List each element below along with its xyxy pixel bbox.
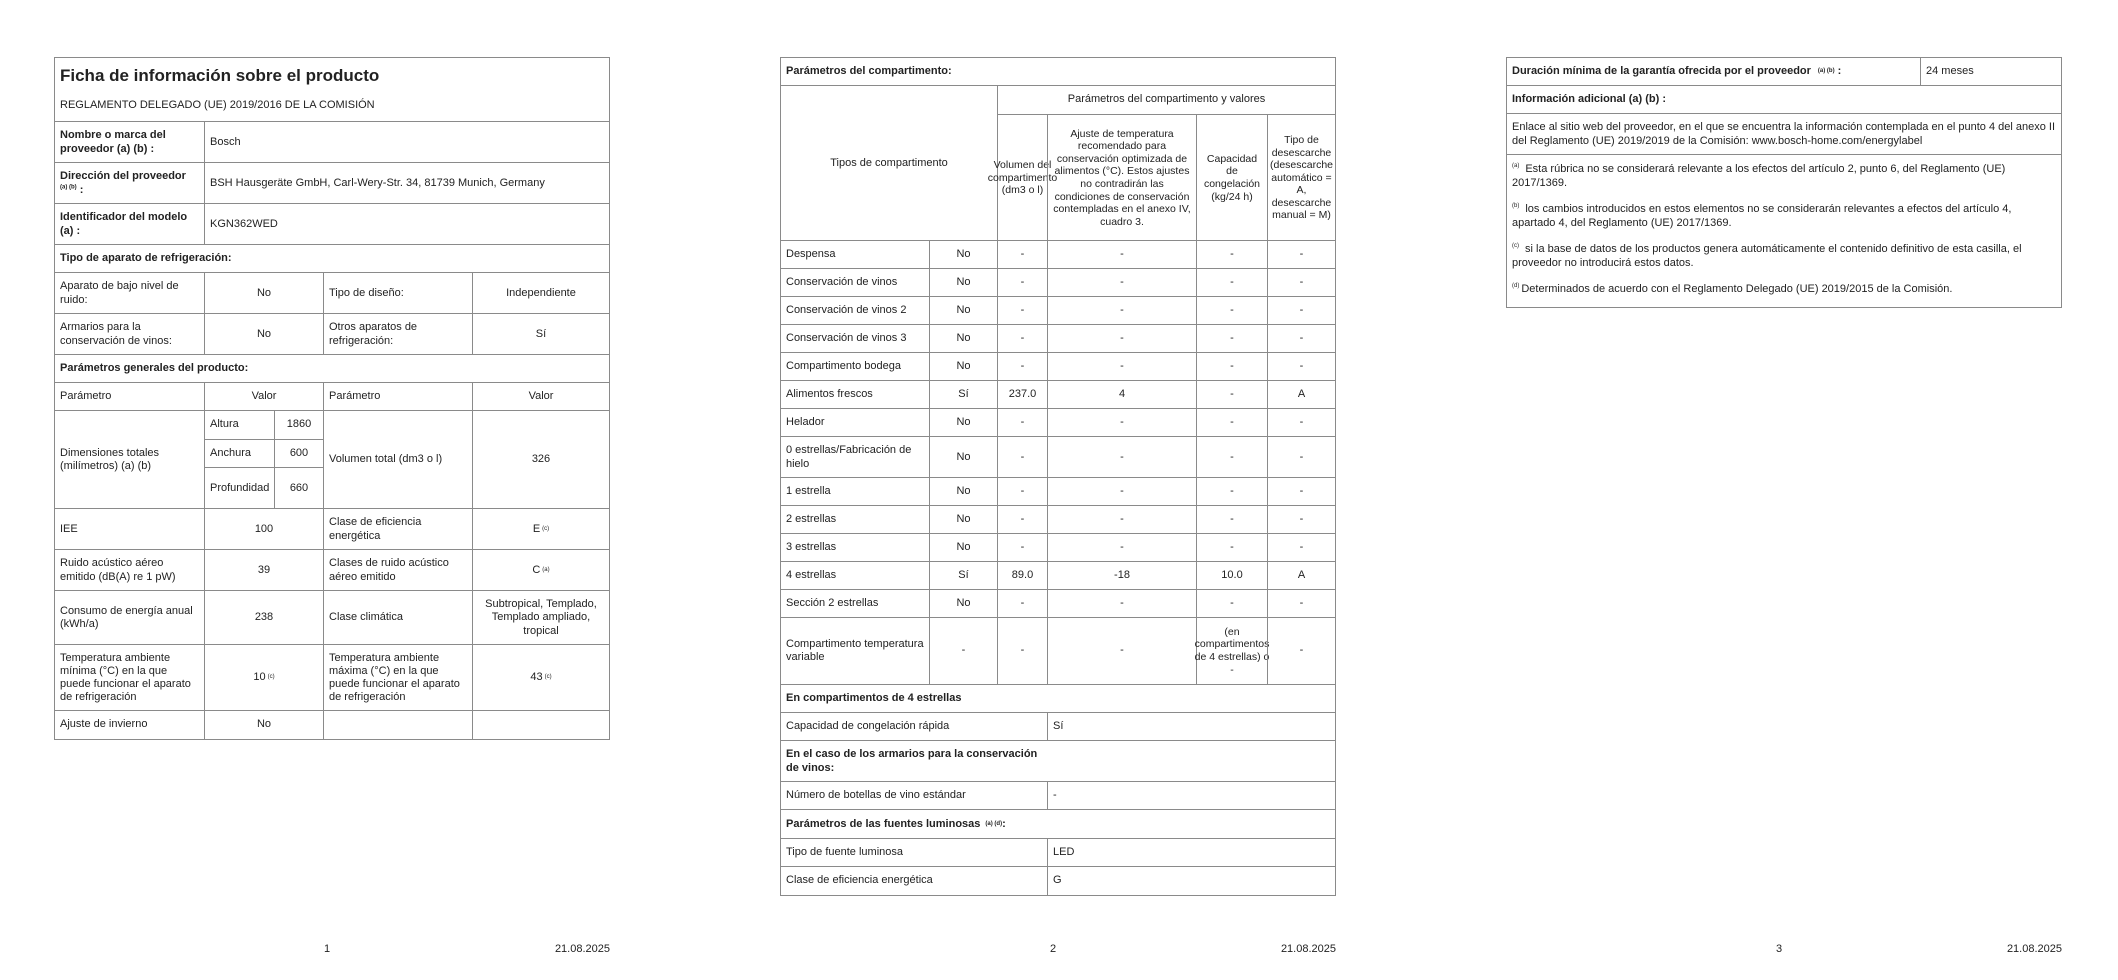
compartment-temp: - [1047,590,1196,618]
compartment-temp: - [1047,534,1196,562]
compartment-name: Sección 2 estrellas [786,597,879,610]
dimensions-row [54,410,610,509]
noise-class-value: C (a) [472,550,609,591]
iee-value: 100 [204,509,323,550]
compartment-volume: - [997,325,1047,353]
compartment-present: No [929,590,997,618]
page-number: 1 [324,943,331,955]
info-header-row [1506,85,2062,114]
col-param: Parámetro [60,390,112,403]
compartment-header: Parámetros del compartimento: [786,65,952,78]
height-value: 1860 [274,411,323,439]
low-noise-row [54,272,610,314]
compartment-name: Conservación de vinos [786,276,898,289]
compartment-volume: - [997,534,1047,562]
min-temp-value: 10 (c) [204,645,323,711]
light-class-value: G [1047,867,1335,895]
compartment-name: Despensa [786,248,836,261]
page-date: 21.08.2025 [1280,943,1336,955]
page-1 [54,0,614,980]
compartment-row [780,240,1336,269]
compartment-defrost: A [1267,562,1335,590]
min-temp-label: Temperatura ambiente mínima (°C) en la que puede funcionar el aparato de refrigeración [60,651,191,704]
light-class-label: Clase de eficiencia energética [786,874,933,887]
compartment-row [780,324,1336,353]
eff-value: E (c) [472,509,609,550]
compartment-temp: - [1047,409,1196,437]
info-header: Información adicional (a) (b) : [1512,93,1667,106]
bottles-row [780,781,1336,810]
address-row [54,162,610,204]
link-row [1506,113,2062,155]
general-header: Parámetros generales del producto: [60,362,249,375]
dims-label: Dimensiones totales (milímetros) (a) (b) [60,446,160,472]
compartment-name: Compartimento bodega [786,360,901,373]
types-label: Tipos de compartimento [830,156,948,169]
low-noise-label: Aparato de bajo nivel de ruido: [60,280,179,306]
warranty-label: Duración mínima de la garantía ofrecida por el proveedor (a) (b) : [1512,65,1842,78]
compartment-present: Sí [929,381,997,409]
bottles-label: Número de botellas de vino estándar [786,789,966,802]
compartment-freeze: - [1196,381,1267,409]
noise-label: Ruido acústico aéreo emitido (dB(A) re 1 pW) [60,557,176,583]
winter-empty-1 [323,711,472,739]
max-temp-value: 43 (c) [472,645,609,711]
compartment-defrost: - [1267,618,1335,684]
compartment-temp: - [1047,353,1196,381]
compartment-defrost: - [1267,353,1335,381]
compartment-present: No [929,325,997,353]
volume-label: Volumen total (dm3 o l) [323,411,472,509]
wine-header-row [780,740,1336,782]
compartment-row [780,296,1336,325]
compartment-name: Conservación de vinos 3 [786,332,907,345]
supplier-value: Bosch [204,122,609,163]
compartment-row [780,408,1336,437]
compartment-name: 1 estrella [786,485,831,498]
max-temp-label: Temperatura ambiente máxima (°C) en la que puede funcionar el aparato de refrigeración [323,645,472,711]
compartment-defrost: A [1267,381,1335,409]
col-volume: Volumen del compartimento (dm3 o l) [997,114,1047,241]
compartment-freeze: - [1196,241,1267,269]
title-row [54,57,610,122]
col-value: Valor [204,383,323,411]
compartment-freeze: - [1196,353,1267,381]
compartment-volume: - [997,478,1047,506]
compartment-name: Compartimento temperatura variable [786,637,924,663]
climate-value: Subtropical, Templado, Templado ampliado, tropical [472,591,609,645]
wine-row [54,313,610,355]
col-defrost: Tipo de desescarche (desescarche automático = A, desescarche manual = M) [1267,114,1335,241]
supplier-label: Nombre o marca del proveedor (a) (b) : [60,129,166,155]
compartment-row [780,561,1336,590]
compartment-temp: - [1047,437,1196,478]
compartment-name: 4 estrellas [786,569,837,582]
compartment-temp: - [1047,618,1196,684]
column-header-row [780,85,1336,241]
compartment-present: No [929,409,997,437]
warranty-row [1506,57,2062,86]
wine-value: No [204,314,323,355]
compartment-name: Conservación de vinos 2 [786,304,907,317]
wine-label: Armarios para la conservación de vinos: [60,321,172,347]
compartment-volume: - [997,297,1047,325]
compartment-present: No [929,241,997,269]
compartment-volume: - [997,506,1047,534]
compartment-temp: - [1047,297,1196,325]
compartment-freeze: - [1196,409,1267,437]
noise-row [54,549,610,591]
compartment-volume: - [997,618,1047,684]
compartment-row [780,533,1336,562]
compartment-defrost: - [1267,590,1335,618]
note-d: $^{(d)}$ Determinados de acuerdo con el Reglamento Delegado (UE) 2019/2015 de la Comisión. [1512,283,1953,295]
other-value: Sí [472,314,609,355]
model-value: KGN362WED [204,204,609,245]
compartment-freeze: - [1196,478,1267,506]
compartment-temp: - [1047,269,1196,297]
light-header-row [780,809,1336,839]
iee-label: IEE [60,522,78,535]
compartment-temp: - [1047,478,1196,506]
compartment-temp: 4 [1047,381,1196,409]
light-type-label: Tipo de fuente luminosa [786,846,903,859]
address-label: Dirección del proveedor $^{(a) (b)}$ : [60,170,186,196]
compartment-present: No [929,534,997,562]
compartment-name: 2 estrellas [786,513,837,526]
width-label: Anchura [204,439,274,467]
design-label: Tipo de diseño: [323,273,472,314]
compartment-temp: - [1047,325,1196,353]
compartment-header-row [780,57,1336,86]
compartment-defrost: - [1267,437,1335,478]
type-header-row [54,244,610,273]
compartment-present: No [929,437,997,478]
compartment-volume: - [997,437,1047,478]
compartment-row [780,268,1336,297]
compartment-volume: 89.0 [997,562,1047,590]
height-label: Altura [204,411,274,439]
fast-freeze-value: Sí [1047,713,1335,741]
compartment-name: Helador [786,416,825,429]
page-3 [1506,0,2066,980]
notes-row [1506,154,2062,308]
compartment-present: Sí [929,562,997,590]
page-date: 21.08.2025 [2006,943,2062,955]
model-row [54,203,610,245]
note-c: $^{(c)}$ si la base de datos de los productos genera automáticamente el contenido definitivo de esta casilla, el proveedor no introducirá estos datos. [1512,243,2022,269]
compartment-freeze: - [1196,437,1267,478]
compartment-freeze: - [1196,325,1267,353]
compartment-volume: 237.0 [997,381,1047,409]
col-freeze: Capacidad de congelación (kg/24 h) [1196,114,1267,241]
compartment-volume: - [997,409,1047,437]
page-number: 2 [1050,943,1057,955]
four-star-header-row [780,684,1336,713]
compartment-defrost: - [1267,269,1335,297]
light-type-row [780,838,1336,867]
address-value: BSH Hausgeräte GmbH, Carl-Wery-Str. 34, 81739 Munich, Germany [204,163,609,204]
light-header: Parámetros de las fuentes luminosas (a) (d) : [786,817,1006,830]
col-temp: Ajuste de temperatura recomendado para conservación optimizada de alimentos (°C). Estos ajustes no contradirán las condiciones de conservación contempladas en el anexo IV, cuadro 3. [1047,114,1196,241]
winter-row [54,710,610,740]
note-b: $^{(b)}$ los cambios introducidos en estos elementos no se considerarán relevantes a efectos del artículo 4, apartado 4, del Reglamento (UE) 2017/1369. [1512,203,2012,229]
fast-freeze-row [780,712,1336,741]
compartment-temp: -18 [1047,562,1196,590]
fast-freeze-label: Capacidad de congelación rápida [786,720,950,733]
eff-label: Clase de eficiencia energética [323,509,472,550]
compartment-freeze: (en compartimentos de 4 estrellas) o - [1196,618,1267,684]
note-a: $^{(a)}$ Esta rúbrica no se considerará relevante a los efectos del artículo 2, punto 6, del Reglamento (UE) 2017/1369. [1512,163,2006,189]
compartment-freeze: - [1196,506,1267,534]
width-value: 600 [274,439,323,467]
col-value-2: Valor [472,383,609,411]
compartment-row [780,589,1336,618]
general-header-row [54,354,610,383]
compartment-name: 3 estrellas [786,541,837,554]
winter-empty-2 [472,711,609,739]
noise-class-label: Clases de ruido acústico aéreo emitido [323,550,472,591]
energy-row [54,590,610,645]
noise-value: 39 [204,550,323,591]
regulation-text: REGLAMENTO DELEGADO (UE) 2019/2016 DE LA COMISIÓN [60,99,375,112]
compartment-name: 0 estrellas/Fabricación de hielo [786,444,912,470]
compartment-freeze: 10.0 [1196,562,1267,590]
compartment-defrost: - [1267,409,1335,437]
compartment-volume: - [997,590,1047,618]
energy-label: Consumo de energía anual (kWh/a) [60,604,193,630]
compartment-defrost: - [1267,506,1335,534]
compartment-defrost: - [1267,241,1335,269]
compartment-present: No [929,353,997,381]
low-noise-value: No [204,273,323,314]
compartment-defrost: - [1267,297,1335,325]
compartment-volume: - [997,241,1047,269]
compartment-row [780,352,1336,381]
compartment-freeze: - [1196,297,1267,325]
depth-value: 660 [274,467,323,509]
compartment-freeze: - [1196,534,1267,562]
page-number: 3 [1776,943,1783,955]
volume-value: 326 [472,411,609,509]
compartment-defrost: - [1267,534,1335,562]
compartment-defrost: - [1267,478,1335,506]
compartment-volume: - [997,269,1047,297]
other-label: Otros aparatos de refrigeración: [323,314,472,355]
compartment-temp: - [1047,241,1196,269]
compartment-name: Alimentos frescos [786,388,873,401]
compartment-freeze: - [1196,269,1267,297]
compartment-present: No [929,297,997,325]
supplier-link[interactable]: Enlace al sitio web del proveedor, en el que se encuentra la información contemplada en el punto 4 del anexo II del Reglamento (UE) 2019/2019 de la Comisión: www.bosch-home.com/energylabel [1512,121,2056,147]
compartment-row [780,380,1336,409]
supplier-row [54,121,610,163]
four-star-header: En compartimentos de 4 estrellas [786,692,962,705]
wine-header: En el caso de los armarios para la conservación de vinos: [786,748,1038,774]
page-date: 21.08.2025 [554,943,610,955]
compartment-freeze: - [1196,590,1267,618]
light-class-row [780,866,1336,896]
design-value: Independiente [472,273,609,314]
compartment-present: No [929,506,997,534]
climate-label: Clase climática [323,591,472,645]
compartment-present: No [929,478,997,506]
temp-row [54,644,610,711]
compartment-volume: - [997,353,1047,381]
compartment-temp: - [1047,506,1196,534]
page-2 [780,0,1340,980]
page-title: Ficha de información sobre el producto [60,65,380,85]
winter-value: No [204,711,323,739]
compartment-present: No [929,269,997,297]
compartment-defrost: - [1267,325,1335,353]
compartment-row [780,617,1336,684]
depth-label: Profundidad [204,467,274,509]
col-param-2: Parámetro [323,383,472,411]
group-label: Parámetros del compartimento y valores [997,86,1335,114]
column-header-row [54,382,610,411]
bottles-value: - [1047,782,1335,810]
energy-value: 238 [204,591,323,645]
model-label: Identificador del modelo (a) : [60,211,188,237]
compartment-row [780,505,1336,534]
warranty-value: 24 meses [1920,58,2061,86]
light-type-value: LED [1047,839,1335,867]
winter-label: Ajuste de invierno [60,718,148,731]
compartment-row [780,477,1336,506]
type-header: Tipo de aparato de refrigeración: [60,252,232,265]
iee-row [54,508,610,550]
compartment-present: - [929,618,997,684]
compartment-row [780,436,1336,478]
